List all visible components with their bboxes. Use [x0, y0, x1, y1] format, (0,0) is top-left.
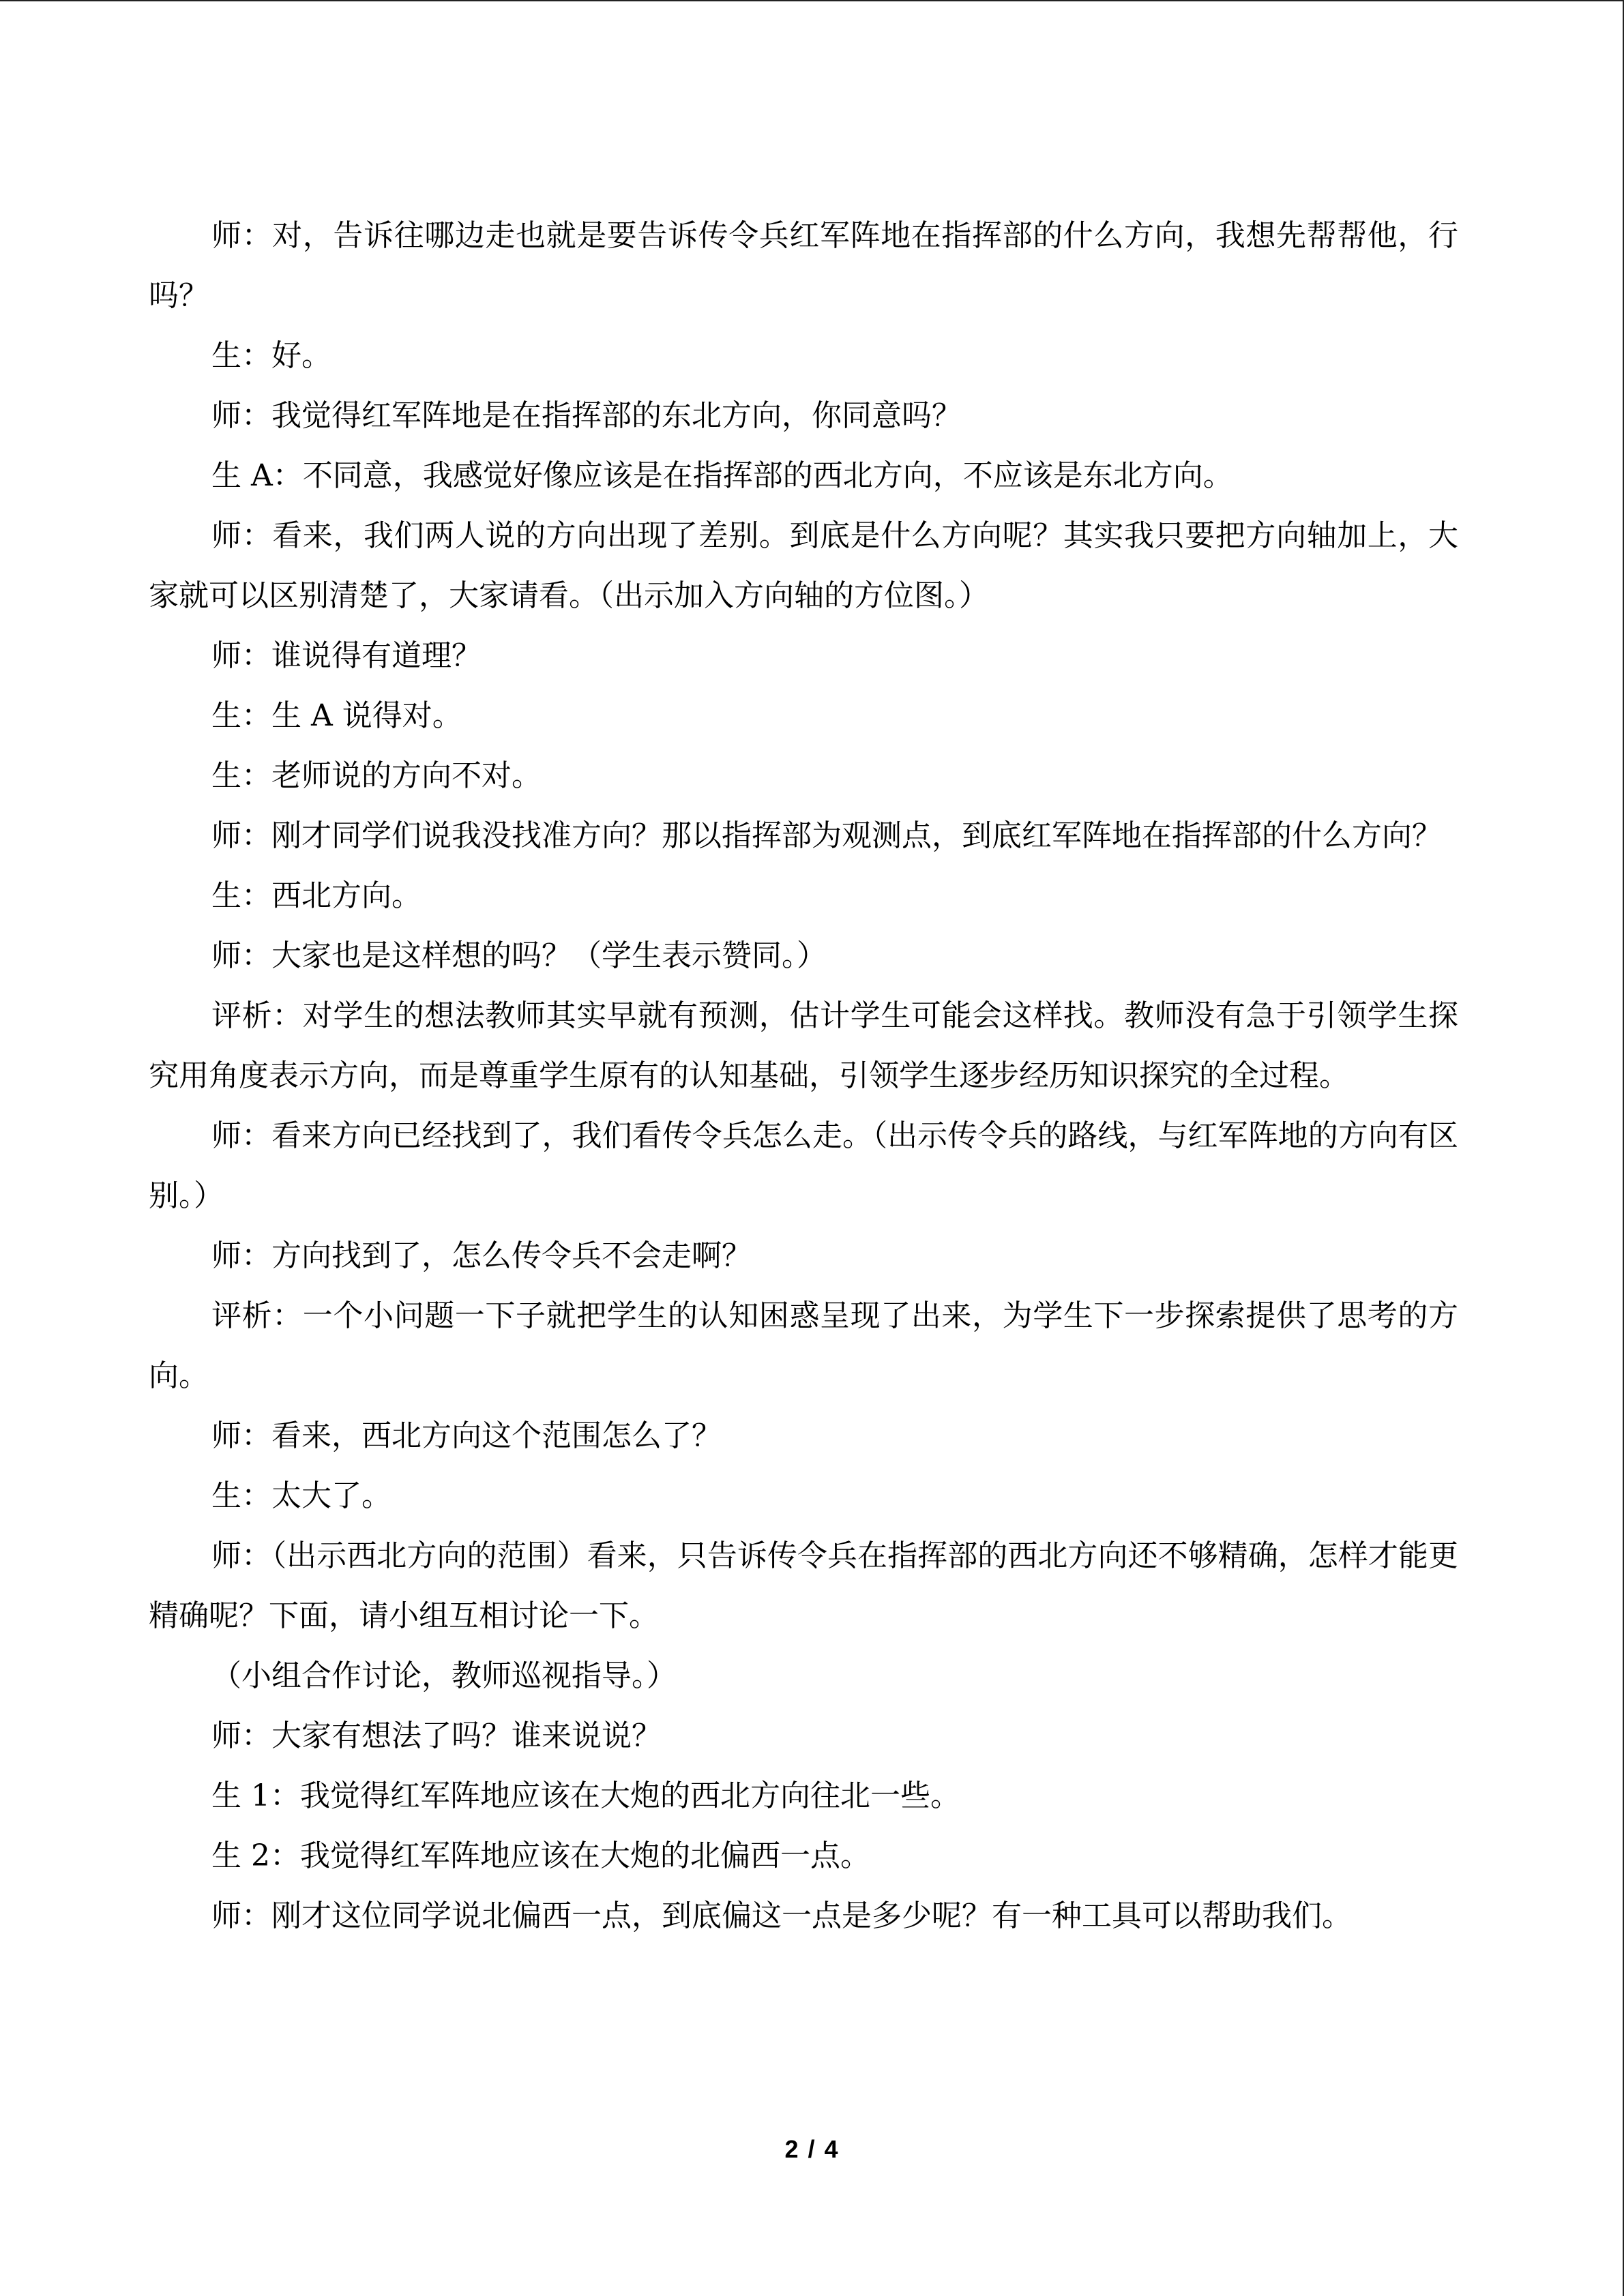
paragraph: 生 1：我觉得红军阵地应该在大炮的西北方向往北一些。 — [211, 1778, 960, 1813]
paragraph: 师：刚才这位同学说北偏西一点，到底偏这一点是多少呢？有一种工具可以帮助我们。 — [211, 1898, 1352, 1933]
paragraph: 师：（出示西北方向的范围）看来，只告诉传令兵在指挥部的西北方向还不够精确，怎样才能更精确呢？下面，请小组互相讨论一下。 — [149, 1538, 1458, 1633]
paragraph: 生 A：不同意，我感觉好像应该是在指挥部的西北方向，不应该是东北方向。 — [211, 458, 1233, 493]
paragraph: 师：大家也是这样想的吗？（学生表示赞同。） — [211, 938, 827, 973]
paragraph: 师：刚才同学们说我没找准方向？那以指挥部为观测点，到底红军阵地在指挥部的什么方向？ — [211, 818, 1442, 853]
paragraph: （小组合作讨论，教师巡视指导。） — [211, 1658, 677, 1693]
paragraph: 生 2：我觉得红军阵地应该在大炮的北偏西一点。 — [211, 1838, 870, 1873]
paragraph: 师：大家有想法了吗？谁来说说？ — [211, 1718, 662, 1753]
paragraph: 师：方向找到了，怎么传令兵不会走啊？ — [211, 1238, 752, 1273]
paragraph: 师：我觉得红军阵地是在指挥部的东北方向，你同意吗？ — [211, 398, 962, 433]
paragraph: 生：太大了。 — [211, 1478, 392, 1513]
paragraph: 生：老师说的方向不对。 — [211, 758, 542, 793]
paragraph: 生：西北方向。 — [211, 878, 422, 913]
paragraph: 评析：对学生的想法教师其实早就有预测，估计学生可能会这样找。教师没有急于引领学生探究用角度表示方向，而是尊重学生原有的认知基础，引领学生逐步经历知识探究的全过程。 — [149, 998, 1458, 1093]
paragraph: 生：生 A 说得对。 — [211, 698, 462, 733]
paragraph: 评析：一个小问题一下子就把学生的认知困惑呈现了出来，为学生下一步探索提供了思考的方向。 — [149, 1298, 1458, 1393]
paragraph: 师：谁说得有道理？ — [211, 638, 482, 673]
paragraph: 师：对，告诉往哪边走也就是要告诉传令兵红军阵地在指挥部的什么方向，我想先帮帮他，行吗？ — [149, 218, 1458, 313]
paragraph: 师：看来方向已经找到了，我们看传令兵怎么走。（出示传令兵的路线，与红军阵地的方向有区别。） — [149, 1118, 1458, 1213]
page-number: 2 / 4 — [784, 2135, 840, 2163]
paragraph: 师：看来，我们两人说的方向出现了差别。到底是什么方向呢？其实我只要把方向轴加上，大家就可以区别清楚了，大家请看。（出示加入方向轴的方位图。） — [149, 518, 1458, 613]
paragraph: 生：好。 — [211, 338, 331, 373]
page-body — [149, 206, 1458, 1946]
paragraph: 师：看来，西北方向这个范围怎么了？ — [211, 1418, 722, 1453]
